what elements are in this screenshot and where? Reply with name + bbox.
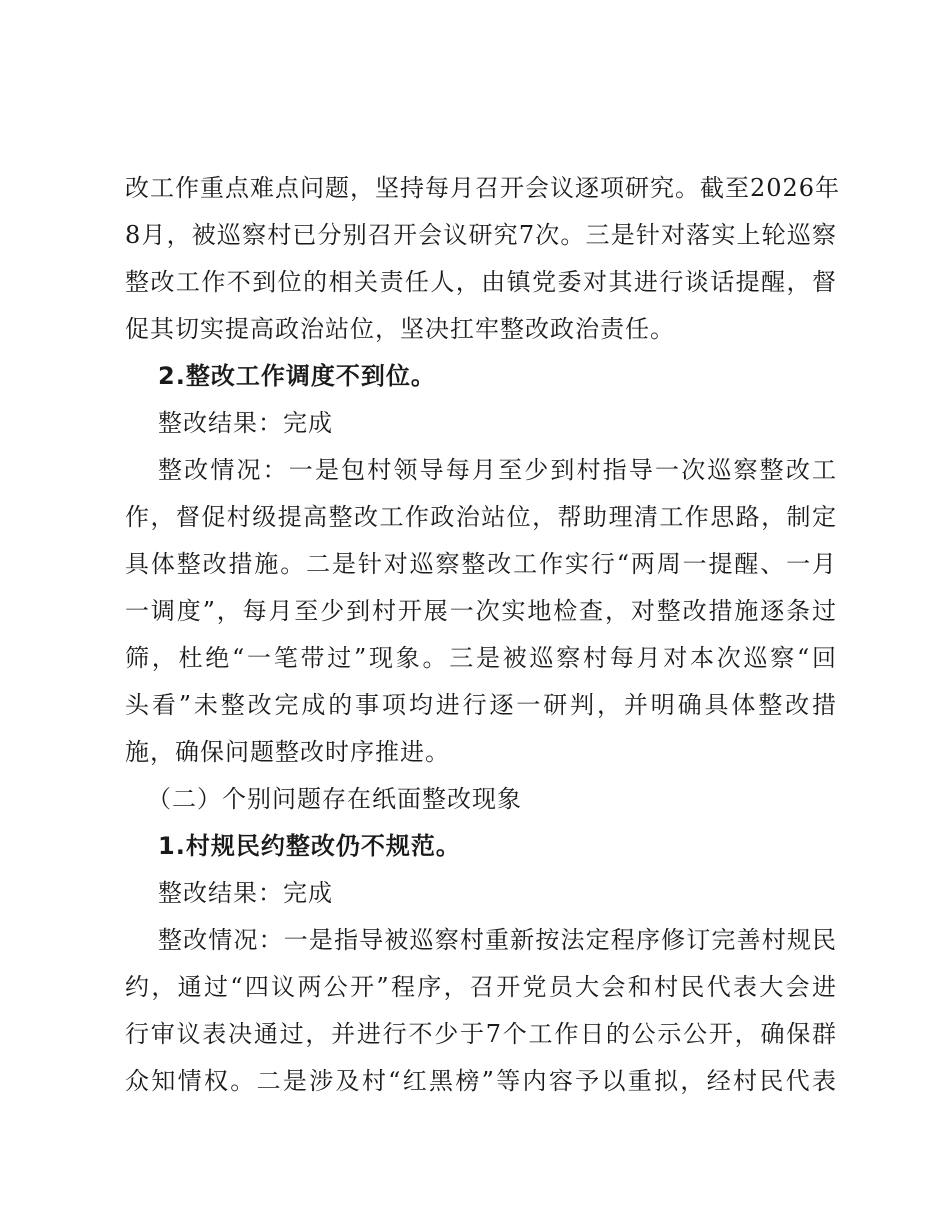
document-body: [125, 165, 841, 1105]
paragraph-line: 筛，杜绝“一笔带过”现象。三是被巡察村每月对本次巡察“回: [125, 644, 837, 672]
paragraph-line: 具体整改措施。二是针对巡察整改工作实行“两周一提醒、一月: [125, 550, 837, 578]
paragraph-line: 整改工作不到位的相关责任人，由镇党委对其进行谈话提醒，督: [125, 268, 837, 296]
paragraph-line: 改工作重点难点问题，坚持每月召开会议逐项研究。截至2026年: [125, 174, 841, 202]
paragraph-line: 促其切实提高政治站位，坚决扛牢整改政治责任。: [125, 315, 675, 343]
paragraph-line: 作，督促村级提高整改工作政治站位，帮助理清工作思路，制定: [125, 503, 837, 531]
subsection-heading: （二）个别问题存在纸面整改现象: [147, 785, 522, 813]
paragraph-line: 一调度”，每月至少到村开展一次实地检查，对整改措施逐条过: [125, 597, 837, 625]
paragraph-line: 整改情况：一是指导被巡察村重新按法定程序修订完善村规民: [158, 926, 837, 954]
paragraph-line: 施，确保问题整改时序推进。: [125, 738, 450, 766]
paragraph-line: 头看”未整改完成的事项均进行逐一研判，并明确具体整改措: [125, 691, 837, 719]
result-line: 整改结果：完成: [158, 879, 333, 907]
result-line: 整改结果：完成: [158, 409, 333, 437]
paragraph-line: 整改情况：一是包村领导每月至少到村指导一次巡察整改工: [158, 456, 837, 484]
paragraph-line: 众知情权。二是涉及村“红黑榜”等内容予以重拟，经村民代表: [125, 1067, 837, 1095]
section-heading: 1.村规民约整改仍不规范。: [158, 832, 461, 860]
paragraph-line: 行审议表决通过，并进行不少于7个工作日的公示公开，确保群: [125, 1020, 837, 1048]
paragraph-line: 约，通过“四议两公开”程序，召开党员大会和村民代表大会进: [125, 973, 837, 1001]
paragraph-line: 8月，被巡察村已分别召开会议研究7次。三是针对落实上轮巡察: [125, 221, 837, 249]
section-heading: 2.整改工作调度不到位。: [158, 362, 436, 390]
